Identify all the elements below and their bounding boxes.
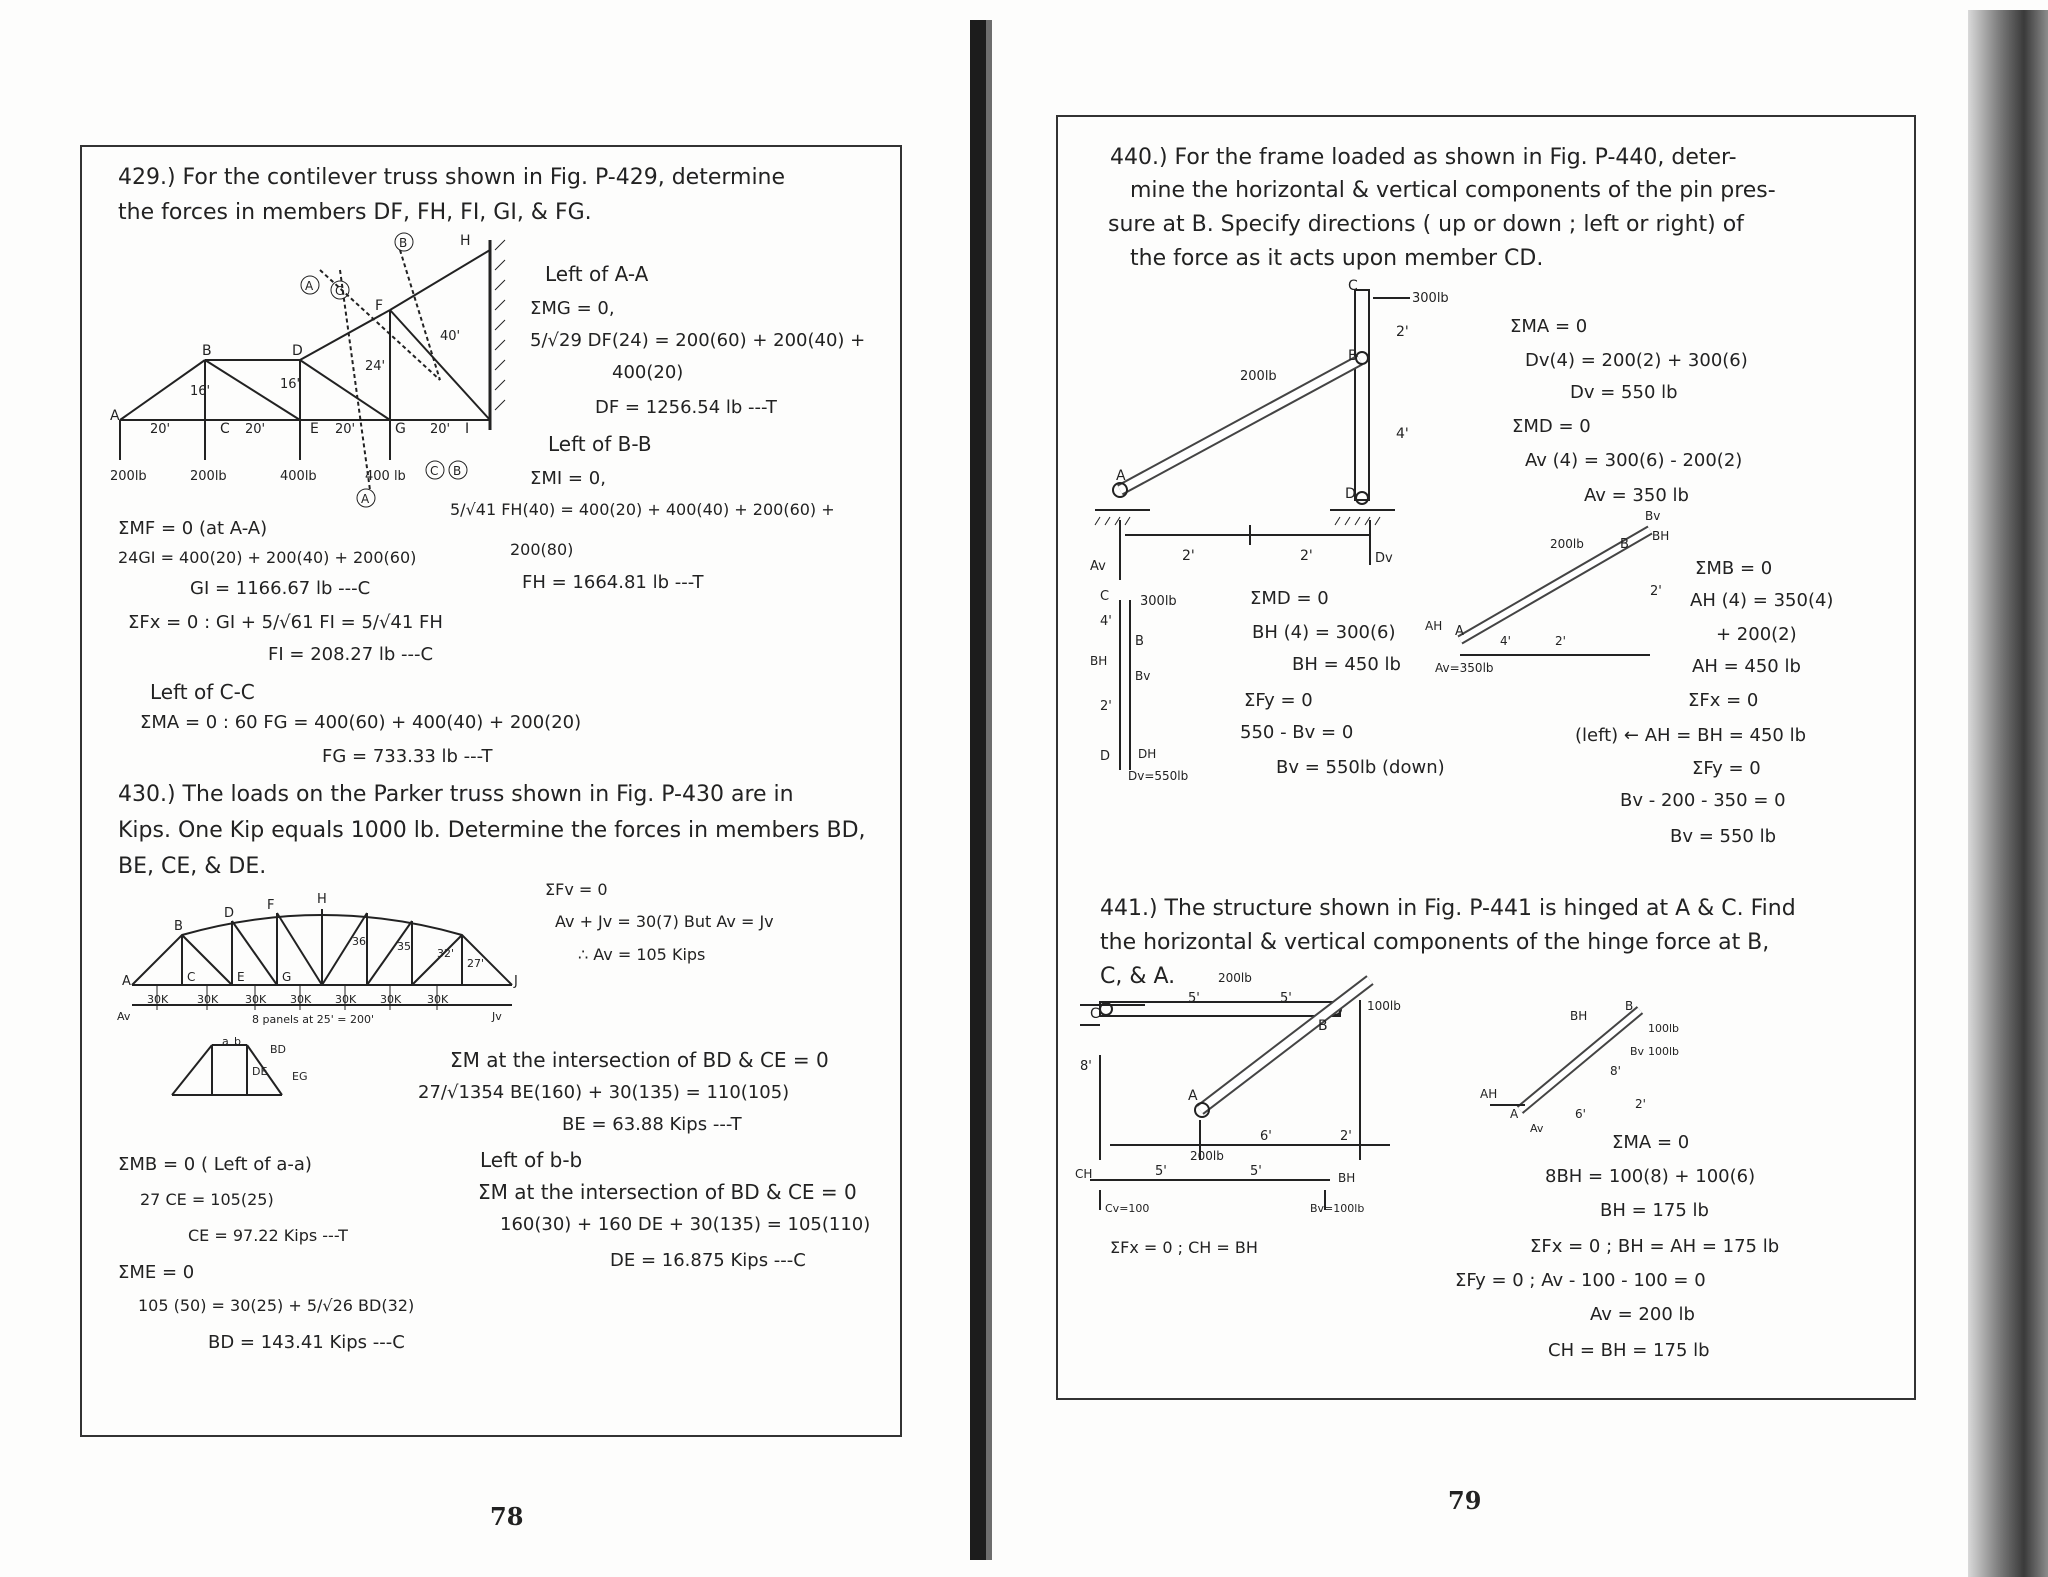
p441-statement-line-3: C, & A.	[1100, 964, 1176, 989]
svg-text:C: C	[187, 970, 196, 984]
p430-load-2: 30K	[197, 993, 219, 1006]
p429-dim-6: 16'	[280, 377, 301, 392]
p440-fbd2-dim-2a: 4'	[1500, 634, 1511, 648]
svg-text:D: D	[1345, 486, 1356, 502]
p440-fbd-dim-2: 4'	[1100, 614, 1112, 629]
right-page-number: 79	[1448, 1486, 1482, 1515]
p430-de: DE	[252, 1065, 268, 1078]
p440-av: Av	[1090, 559, 1106, 574]
p441-load-100: 100lb	[1367, 999, 1401, 1013]
p430-panels: 8 panels at 25' = 200'	[252, 1013, 375, 1026]
svg-text:G: G	[282, 970, 292, 984]
p429-lwork-8: FG = 733.33 lb ---T	[322, 746, 493, 767]
p440-statement-line-2: mine the horizontal & vertical components of the pin pres-	[1130, 178, 1776, 203]
p429-dim-7: 24'	[365, 359, 386, 374]
p440-wright-1: ΣMB = 0	[1695, 558, 1773, 579]
p441-work-3: BH = 175 lb	[1600, 1200, 1709, 1221]
book-gutter-shadow	[986, 20, 992, 1560]
p441-fbd-dim-5a: 5'	[1155, 1164, 1167, 1179]
p429-dim-4: 20'	[430, 422, 451, 437]
p441-fbd2-ah: AH	[1480, 1087, 1498, 1101]
p441-dim-5b: 5'	[1280, 991, 1292, 1006]
svg-text:E: E	[310, 421, 319, 437]
p441-load-200: 200lb	[1218, 971, 1252, 985]
svg-text:F: F	[267, 898, 275, 913]
p430-statement-line-2: Kips. One Kip equals 1000 lb. Determine the forces in members BD,	[118, 818, 866, 843]
p440-fbd-bv: Bv	[1135, 669, 1151, 683]
p429-load-2: 200lb	[190, 469, 227, 484]
p429-lwork-5: FI = 208.27 lb ---C	[268, 644, 434, 665]
p441-dim-6: 6'	[1260, 1129, 1272, 1144]
p441-fbd2-100a: 100lb	[1648, 1022, 1680, 1035]
p429-section-a-top: A	[305, 279, 314, 293]
p429-rwork-8: 5/√41 FH(40) = 400(20) + 400(40) + 200(60) +	[450, 500, 835, 519]
p440-wright-7: ΣFy = 0	[1692, 758, 1761, 779]
p440-wright-4: AH = 450 lb	[1692, 656, 1801, 677]
p441-fbd-load: 200lb	[1190, 1149, 1224, 1163]
p430-load-1: 30K	[147, 993, 169, 1006]
p430-eg: EG	[292, 1070, 308, 1083]
svg-text:2': 2'	[1555, 634, 1566, 648]
p440-dim-c: 2'	[1182, 548, 1195, 564]
p441-work-2: 8BH = 100(8) + 100(6)	[1545, 1166, 1756, 1187]
p430-truss-figure	[112, 885, 522, 1145]
p429-load-1: 200lb	[110, 469, 147, 484]
svg-text:D: D	[1100, 749, 1111, 764]
p441-dim-2: 2'	[1340, 1129, 1352, 1144]
p441-work-4: ΣFx = 0 ; BH = AH = 175 lb	[1530, 1236, 1780, 1257]
svg-text:D: D	[292, 343, 303, 359]
p429-rwork-10: FH = 1664.81 lb ---T	[522, 572, 704, 593]
p440-wright-9: Bv = 550 lb	[1670, 826, 1777, 847]
p430-lwork-1: ΣMB = 0 ( Left of a-a)	[118, 1154, 312, 1175]
p429-section-a-bottom: A	[361, 492, 370, 506]
p430-rwork-4: ΣM at the intersection of BD & CE = 0	[450, 1048, 829, 1072]
p441-work-6: Av = 200 lb	[1590, 1304, 1695, 1325]
p440-statement-line-4: the force as it acts upon member CD.	[1130, 246, 1544, 271]
svg-text:A: A	[1455, 624, 1464, 639]
p429-rwork-3: 5/√29 DF(24) = 200(60) + 200(40) +	[530, 330, 866, 351]
p440-statement-line-1: 440.) For the frame loaded as shown in Fig. P-440, deter-	[1110, 145, 1737, 170]
p430-load-3: 30K	[245, 993, 267, 1006]
p429-rwork-7: ΣMI = 0,	[530, 468, 606, 489]
p430-rwork-10: DE = 16.875 Kips ---C	[610, 1250, 806, 1271]
p429-dim-8: 40'	[440, 329, 461, 344]
p429-rwork-9: 200(80)	[510, 540, 574, 559]
p440-fbd2-ah: AH	[1425, 619, 1443, 633]
p429-statement-line-1: 429.) For the contilever truss shown in Fig. P-429, determine	[118, 165, 786, 190]
p440-wmid-2: BH (4) = 300(6)	[1252, 622, 1396, 643]
svg-text:A: A	[1510, 1107, 1519, 1121]
p430-lwork-4: ΣME = 0	[118, 1262, 195, 1283]
p440-wmid-6: Bv = 550lb (down)	[1276, 757, 1445, 778]
p440-wtop-1: ΣMA = 0	[1510, 316, 1588, 337]
p429-statement-line-2: the forces in members DF, FH, FI, GI, & FG.	[118, 200, 592, 225]
p440-wtop-6: Av = 350 lb	[1584, 485, 1689, 506]
svg-text:B: B	[1318, 1018, 1328, 1034]
page-edge-right	[1968, 10, 2048, 1577]
p440-wright-3: + 200(2)	[1716, 624, 1797, 645]
p441-dim-8: 8'	[1080, 1059, 1092, 1074]
svg-text:C: C	[220, 421, 230, 437]
p440-fbd2-bv: Bv	[1645, 509, 1661, 523]
p430-load-7: 30K	[427, 993, 449, 1006]
left-page-number: 78	[490, 1502, 524, 1531]
p429-section-b-top: B	[399, 236, 408, 250]
p430-height-2: 35'	[397, 940, 415, 953]
p429-lwork-4: ΣFx = 0 : GI + 5/√61 FI = 5/√41 FH	[128, 612, 443, 633]
p430-lwork-6: BD = 143.41 Kips ---C	[208, 1332, 405, 1353]
p430-lwork-3: CE = 97.22 Kips ---T	[188, 1226, 348, 1245]
p430-jv: Jv	[492, 1010, 502, 1023]
p429-lwork-6: Left of C-C	[150, 680, 255, 704]
p430-lwork-2: 27 CE = 105(25)	[140, 1190, 274, 1209]
p429-load-4: 400 lb	[365, 469, 406, 484]
p430-rwork-7: Left of b-b	[480, 1148, 583, 1172]
p429-lwork-7: ΣMA = 0 : 60 FG = 400(60) + 400(40) + 200(20)	[140, 712, 582, 733]
svg-text:I: I	[465, 421, 470, 437]
p430-cut-b: b	[234, 1035, 241, 1048]
svg-text:B: B	[1625, 999, 1634, 1013]
p429-section-b-bottom: B	[453, 464, 462, 478]
p430-load-5: 30K	[335, 993, 357, 1006]
p429-lwork-2: 24GI = 400(20) + 200(40) + 200(60)	[118, 548, 417, 567]
p429-section-c-top: C	[335, 284, 344, 298]
p441-fbd-ch: CH	[1075, 1167, 1093, 1181]
p441-statement-line-2: the horizontal & vertical components of the hinge force at B,	[1100, 930, 1770, 955]
p440-fbd2-dim-4: 2'	[1650, 584, 1662, 599]
p440-wtop-3: Dv = 550 lb	[1570, 382, 1678, 403]
p440-fbd-dh: DH	[1138, 747, 1157, 761]
p440-fbd-300: 300lb	[1140, 594, 1177, 609]
p429-dim-2: 20'	[245, 422, 266, 437]
p441-fbd-bh: BH	[1338, 1171, 1356, 1185]
p429-load-3: 400lb	[280, 469, 317, 484]
svg-text:H: H	[460, 233, 471, 249]
p430-rwork-6: BE = 63.88 Kips ---T	[562, 1114, 742, 1135]
p441-work-7: CH = BH = 175 lb	[1548, 1340, 1710, 1361]
p440-wtop-4: ΣMD = 0	[1512, 416, 1591, 437]
p441-fbd-dim-5b: 5'	[1250, 1164, 1262, 1179]
p440-dim-b: 4'	[1396, 426, 1409, 442]
p441-fbd2-dim-8: 8'	[1610, 1064, 1621, 1078]
svg-text:B: B	[1135, 634, 1144, 649]
p430-rwork-9: 160(30) + 160 DE + 30(135) = 105(110)	[500, 1214, 871, 1235]
svg-text:D: D	[224, 906, 235, 921]
p429-rwork-4: 400(20)	[612, 362, 684, 383]
p430-rwork-2: Av + Jv = 30(7) But Av = Jv	[555, 912, 774, 931]
p430-rwork-8: ΣM at the intersection of BD & CE = 0	[478, 1180, 857, 1204]
p440-wtop-2: Dv(4) = 200(2) + 300(6)	[1525, 350, 1748, 371]
p440-wmid-3: BH = 450 lb	[1292, 654, 1401, 675]
p429-rwork-2: ΣMG = 0,	[530, 298, 615, 319]
svg-text:E: E	[237, 970, 245, 984]
svg-text:B: B	[1620, 537, 1629, 552]
p440-wright-6: (left) ← AH = BH = 450 lb	[1575, 725, 1807, 746]
p429-section-c-bottom: C	[430, 464, 439, 478]
p429-rwork-5: DF = 1256.54 lb ---T	[595, 397, 777, 418]
p440-fbd-dim-4: 2'	[1100, 699, 1112, 714]
svg-text:A: A	[1188, 1088, 1198, 1104]
p440-fbd2-av: Av=350lb	[1435, 661, 1494, 675]
p440-fbd2-200: 200lb	[1550, 537, 1584, 551]
p429-dim-1: 20'	[150, 422, 171, 437]
p440-load-200: 200lb	[1240, 369, 1277, 384]
svg-text:A: A	[1116, 468, 1126, 484]
svg-text:C: C	[1348, 278, 1358, 294]
p430-height-4: 27'	[467, 957, 485, 970]
svg-text:B: B	[202, 343, 212, 359]
p440-fbd-dv: Dv=550lb	[1128, 769, 1189, 783]
p430-rwork-5: 27/√1354 BE(160) + 30(135) = 110(105)	[418, 1082, 790, 1103]
p440-wmid-1: ΣMD = 0	[1250, 588, 1329, 609]
p441-dim-5a: 5'	[1188, 991, 1200, 1006]
p429-dim-3: 20'	[335, 422, 356, 437]
p440-dim-d: 2'	[1300, 548, 1313, 564]
p429-lwork-1: ΣMF = 0 (at A-A)	[118, 518, 268, 539]
p441-fbd2-dim-6: 6'	[1575, 1107, 1586, 1121]
p441-fbd2-av: Av	[1530, 1122, 1544, 1135]
p429-rwork-1: Left of A-A	[545, 262, 649, 286]
p440-dv: Dv	[1375, 551, 1393, 566]
p429-truss-figure	[110, 230, 510, 530]
p440-wmid-5: 550 - Bv = 0	[1240, 722, 1354, 743]
svg-text:G: G	[395, 421, 406, 437]
p440-fbd-bh: BH	[1090, 654, 1108, 668]
svg-text:H: H	[317, 892, 327, 907]
svg-text:F: F	[375, 298, 384, 314]
p440-wright-8: Bv - 200 - 350 = 0	[1620, 790, 1786, 811]
p441-statement-line-1: 441.) The structure shown in Fig. P-441 is hinged at A & C. Find	[1100, 896, 1796, 921]
p430-lwork-5: 105 (50) = 30(25) + 5/√26 BD(32)	[138, 1296, 415, 1315]
p430-load-6: 30K	[380, 993, 402, 1006]
p441-lower-left: ΣFx = 0 ; CH = BH	[1110, 1238, 1258, 1257]
p441-work-5: ΣFy = 0 ; Av - 100 - 100 = 0	[1455, 1270, 1706, 1291]
p430-cut-a: a	[222, 1035, 229, 1048]
p441-work-1: ΣMA = 0	[1612, 1132, 1690, 1153]
p440-load-300: 300lb	[1412, 291, 1449, 306]
p430-statement-line-3: BE, CE, & DE.	[118, 854, 267, 879]
p430-load-4: 30K	[290, 993, 312, 1006]
svg-text:J: J	[514, 974, 518, 989]
p441-fbd2-bh: BH	[1570, 1009, 1588, 1023]
p441-fbd2-100b: 100lb	[1648, 1045, 1680, 1058]
p440-wright-2: AH (4) = 350(4)	[1690, 590, 1834, 611]
p440-wtop-5: Av (4) = 300(6) - 200(2)	[1525, 450, 1743, 471]
p429-rwork-6: Left of B-B	[548, 432, 652, 456]
p441-fbd2-bv: Bv	[1630, 1045, 1645, 1058]
svg-text:B: B	[1348, 348, 1358, 364]
p440-statement-line-3: sure at B. Specify directions ( up or down ; left or right) of	[1108, 212, 1744, 237]
p441-fbd-cv: Cv=100	[1105, 1202, 1150, 1215]
svg-text:A: A	[122, 974, 131, 989]
p430-height-1: 36'	[352, 935, 370, 948]
svg-text:C: C	[1090, 1006, 1100, 1022]
p430-rwork-3: ∴ Av = 105 Kips	[578, 945, 706, 964]
p430-av: Av	[117, 1010, 131, 1023]
book-gutter	[970, 20, 986, 1560]
p430-rwork-1: ΣFv = 0	[545, 880, 608, 899]
p440-wmid-4: ΣFy = 0	[1244, 690, 1313, 711]
p440-wright-5: ΣFx = 0	[1688, 690, 1759, 711]
svg-text:B: B	[174, 919, 183, 934]
svg-text:A: A	[110, 408, 120, 424]
p441-fbd2-dim-2: 2'	[1635, 1097, 1646, 1111]
p441-fbd-bv: Bv=100lb	[1310, 1202, 1365, 1215]
p430-height-3: 32'	[437, 947, 455, 960]
p430-statement-line-1: 430.) The loads on the Parker truss shown in Fig. P-430 are in	[118, 782, 794, 807]
p440-dim-a: 2'	[1396, 324, 1409, 340]
p430-bd: BD	[270, 1043, 287, 1056]
svg-text:C: C	[1100, 589, 1110, 604]
p429-lwork-3: GI = 1166.67 lb ---C	[190, 578, 371, 599]
p440-fbd2-bh: BH	[1652, 529, 1670, 543]
p429-dim-5: 16'	[190, 384, 211, 399]
